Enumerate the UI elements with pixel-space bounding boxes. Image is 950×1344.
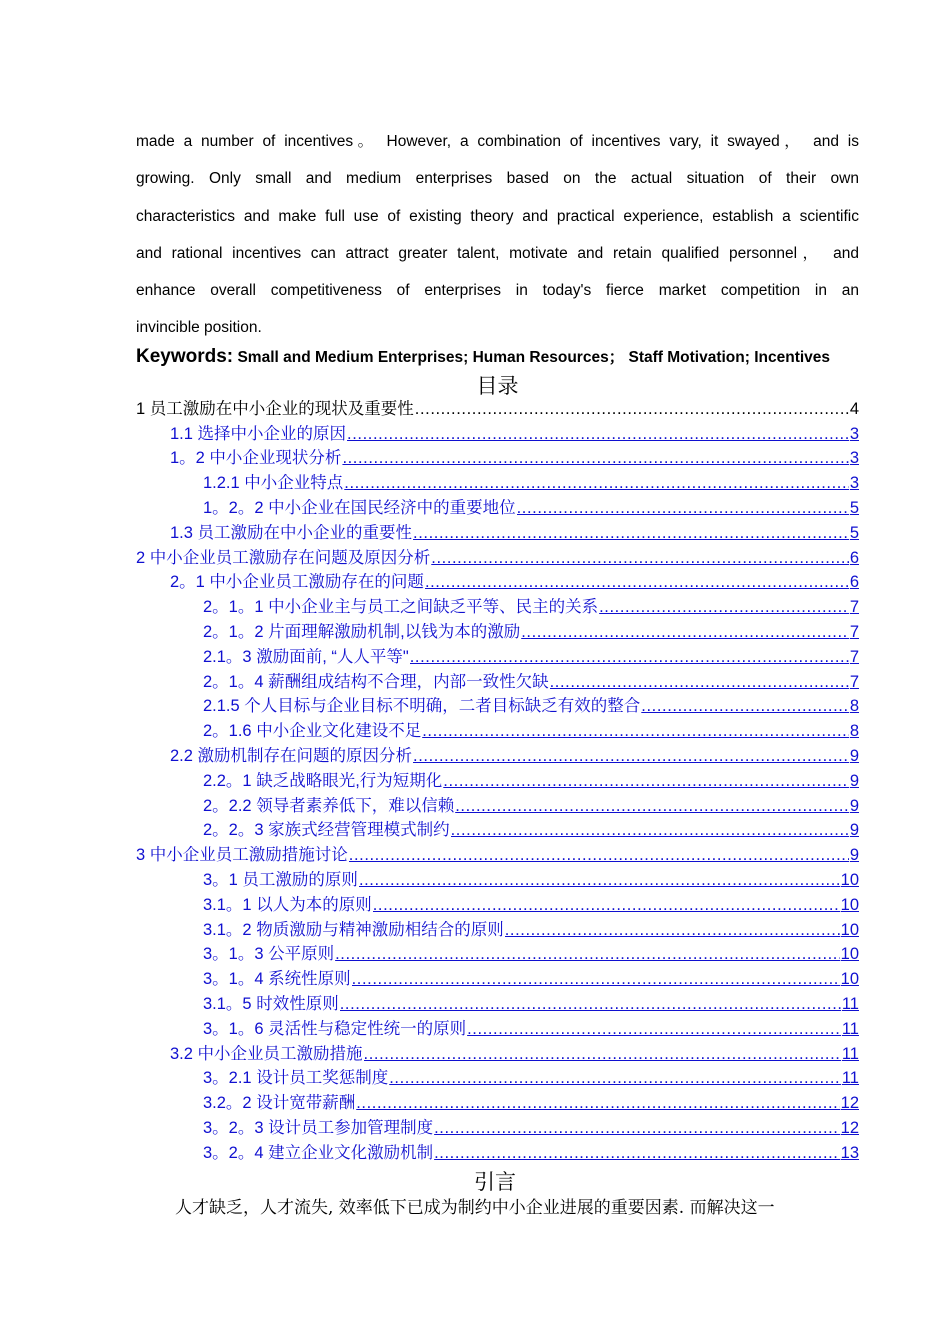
toc-leader-dots bbox=[352, 968, 840, 990]
toc-entry[interactable] bbox=[170, 445, 859, 470]
toc-leader-dots bbox=[340, 993, 841, 1015]
toc-entry[interactable] bbox=[203, 1089, 859, 1114]
toc-entry-label: 3.1。1 以人为本的原则 bbox=[203, 895, 372, 914]
toc-leader-dots bbox=[434, 1142, 840, 1164]
toc-leader-dots bbox=[422, 720, 849, 742]
intro-title: 引言 bbox=[474, 1171, 516, 1194]
abstract-line: characteristics and make full use of existing theory and practical experience, establish a scientific bbox=[136, 207, 859, 225]
toc-leader-dots bbox=[505, 919, 840, 941]
toc-leader-dots bbox=[413, 522, 849, 544]
toc-entry-label: 2。2.2 领导者素养低下，难以信赖 bbox=[203, 796, 455, 815]
toc-entry-label: 2。1。4 薪酬组成结构不合理，内部一致性欠缺 bbox=[203, 672, 549, 691]
toc-leader-dots bbox=[347, 423, 849, 445]
toc-entry-page: 7 bbox=[849, 672, 859, 691]
toc-entry[interactable] bbox=[136, 841, 859, 866]
toc-entry-label: 3。1。3 公平原则 bbox=[203, 945, 335, 964]
toc-leader-dots bbox=[364, 1043, 841, 1065]
toc-entry-page: 4 bbox=[849, 399, 859, 418]
toc-entry-page: 10 bbox=[840, 945, 859, 964]
toc-leader-dots bbox=[451, 819, 849, 841]
toc-entry-page: 6 bbox=[849, 548, 859, 567]
toc-leader-dots bbox=[443, 770, 849, 792]
toc-entry[interactable] bbox=[203, 693, 859, 718]
toc-entry[interactable] bbox=[203, 643, 859, 668]
toc-entry[interactable] bbox=[170, 742, 859, 767]
toc-entry-page: 10 bbox=[840, 970, 859, 989]
abstract-line: made a number of incentives。 However, a combination of incentives vary, it swayed， and is bbox=[136, 133, 859, 150]
toc-entry-label: 3.2 中小企业员工激励措施 bbox=[170, 1044, 363, 1063]
toc-entry-label: 2.1.5 个人目标与企业目标不明确，二者目标缺乏有效的整合 bbox=[203, 697, 641, 716]
toc-entry-label: 2。1。2 片面理解激励机制,以钱为本的激励 bbox=[203, 622, 521, 641]
keywords-text: Small and Medium Enterprises; Human Resources； Staff Motivation; Incentives bbox=[233, 349, 831, 366]
toc-entry-page: 12 bbox=[840, 1118, 859, 1137]
toc-entry bbox=[136, 395, 859, 420]
toc-entry-page: 3 bbox=[849, 424, 859, 443]
toc-leader-dots bbox=[550, 671, 849, 693]
toc-leader-dots bbox=[467, 1018, 841, 1040]
toc-entry-page: 11 bbox=[841, 1069, 859, 1088]
toc-entry-page: 11 bbox=[841, 994, 859, 1013]
toc-leader-dots bbox=[431, 547, 849, 569]
toc-leader-dots bbox=[410, 646, 849, 668]
toc-entry-label: 3.1。5 时效性原则 bbox=[203, 994, 339, 1013]
toc-leader-dots bbox=[349, 844, 849, 866]
toc-entry-label: 3。2。3 设计员工参加管理制度 bbox=[203, 1118, 434, 1137]
toc-entry[interactable] bbox=[203, 1065, 859, 1090]
toc-entry[interactable] bbox=[203, 941, 859, 966]
toc-entry-page: 7 bbox=[849, 622, 859, 641]
toc-entry-label: 1.3 员工激励在中小企业的重要性 bbox=[170, 523, 413, 542]
toc-entry-page: 13 bbox=[840, 1143, 859, 1162]
toc-entry[interactable] bbox=[203, 817, 859, 842]
toc-entry-label: 3。1。6 灵活性与稳定性统一的原则 bbox=[203, 1019, 467, 1038]
toc-entry[interactable] bbox=[203, 668, 859, 693]
toc-entry[interactable] bbox=[136, 544, 859, 569]
toc-entry[interactable] bbox=[203, 965, 859, 990]
abstract-line: and rational incentives can attract greater talent, motivate and retain qualified personnel， and bbox=[136, 244, 859, 262]
toc-leader-dots bbox=[455, 795, 849, 817]
toc-entry[interactable] bbox=[170, 569, 859, 594]
toc-entry[interactable] bbox=[203, 891, 859, 916]
toc-entry-label: 3。1。4 系统性原则 bbox=[203, 970, 351, 989]
toc-entry-label: 1.2.1 中小企业特点 bbox=[203, 474, 344, 493]
toc-leader-dots bbox=[517, 497, 849, 519]
toc-leader-dots bbox=[425, 571, 849, 593]
toc-leader-dots bbox=[335, 943, 840, 965]
toc-entry-label: 3。2。4 建立企业文化激励机制 bbox=[203, 1143, 434, 1162]
toc-entry-label: 1。2。2 中小企业在国民经济中的重要地位 bbox=[203, 498, 516, 517]
toc-entry-label: 2.1。3 激励面前, “人人平等" bbox=[203, 647, 409, 666]
toc-leader-dots bbox=[344, 472, 849, 494]
toc-entry-label: 2。1。1 中小企业主与员工之间缺乏平等、民主的关系 bbox=[203, 598, 599, 617]
toc-entry[interactable] bbox=[203, 1114, 859, 1139]
toc-entry[interactable] bbox=[203, 990, 859, 1015]
toc-entry[interactable] bbox=[203, 469, 859, 494]
toc-entry-page: 3 bbox=[849, 474, 859, 493]
toc-entry[interactable] bbox=[203, 618, 859, 643]
toc-entry-label: 3.2。2 设计宽带薪酬 bbox=[203, 1094, 356, 1113]
toc-leader-dots bbox=[413, 745, 849, 767]
toc-entry-page: 9 bbox=[849, 846, 859, 865]
toc-entry-label: 2.2 激励机制存在问题的原因分析 bbox=[170, 746, 413, 765]
abstract-body bbox=[136, 123, 859, 347]
keywords-line bbox=[136, 345, 830, 368]
toc-leader-dots bbox=[342, 447, 848, 469]
toc-entry[interactable] bbox=[203, 1015, 859, 1040]
toc-entry-label: 3。1 员工激励的原则 bbox=[203, 870, 358, 889]
toc-entry-page: 9 bbox=[849, 771, 859, 790]
toc-leader-dots bbox=[373, 894, 840, 916]
toc-entry[interactable] bbox=[170, 519, 859, 544]
toc-entry-label: 1 员工激励在中小企业的现状及重要性 bbox=[136, 399, 414, 418]
toc-entry[interactable] bbox=[203, 767, 859, 792]
toc-entry-page: 11 bbox=[841, 1044, 859, 1063]
toc-entry-label: 3.1。2 物质激励与精神激励相结合的原则 bbox=[203, 920, 504, 939]
toc-entry-label: 1.1 选择中小企业的原因 bbox=[170, 424, 347, 443]
toc-leader-dots bbox=[389, 1067, 841, 1089]
toc-entry[interactable] bbox=[203, 1139, 859, 1164]
toc-entry[interactable] bbox=[203, 717, 859, 742]
toc-entry-page: 6 bbox=[849, 573, 859, 592]
toc-entry[interactable] bbox=[170, 420, 859, 445]
toc-entry[interactable] bbox=[203, 494, 859, 519]
toc-entry-label: 2。1.6 中小企业文化建设不足 bbox=[203, 722, 422, 741]
toc-leader-dots bbox=[641, 695, 849, 717]
toc-entry-page: 12 bbox=[840, 1094, 859, 1113]
toc-entry-page: 5 bbox=[849, 523, 859, 542]
toc-entry-page: 8 bbox=[849, 697, 859, 716]
abstract-line: invincible position. bbox=[136, 319, 262, 337]
toc-leader-dots bbox=[599, 596, 849, 618]
toc-entry[interactable] bbox=[203, 593, 859, 618]
toc-entry[interactable] bbox=[170, 1040, 859, 1065]
toc-entry-page: 10 bbox=[840, 920, 859, 939]
toc-entry-page: 9 bbox=[849, 746, 859, 765]
toc-entry[interactable] bbox=[203, 792, 859, 817]
toc-entry-label: 3 中小企业员工激励措施讨论 bbox=[136, 846, 348, 865]
toc-entry-page: 5 bbox=[849, 498, 859, 517]
toc-entry-page: 10 bbox=[840, 870, 859, 889]
toc-entry-page: 11 bbox=[841, 1019, 859, 1038]
toc-leader-dots bbox=[359, 869, 840, 891]
toc-entry-label: 2。1 中小企业员工激励存在的问题 bbox=[170, 573, 424, 592]
abstract-line: enhance overall competitiveness of enterprises in today's fierce market competition in an bbox=[136, 282, 859, 300]
toc-title: 目录 bbox=[476, 375, 519, 398]
toc-entry-label: 3。2.1 设计员工奖惩制度 bbox=[203, 1069, 389, 1088]
toc-entry-page: 7 bbox=[849, 598, 859, 617]
keywords-label: Keywords: bbox=[136, 346, 234, 367]
toc-leader-dots bbox=[521, 621, 849, 643]
toc-entry-page: 9 bbox=[849, 821, 859, 840]
toc-entry-label: 2。2。3 家族式经营管理模式制约 bbox=[203, 821, 450, 840]
toc-entry-label: 2 中小企业员工激励存在问题及原因分析 bbox=[136, 548, 431, 567]
intro-paragraph: 人才缺乏，人才流失, 效率低下已成为制约中小企业进展的重要因素. 而解决这一 bbox=[175, 1198, 775, 1218]
toc-entry[interactable] bbox=[203, 866, 859, 891]
toc-entry-page: 10 bbox=[840, 895, 859, 914]
toc-leader-dots bbox=[434, 1117, 840, 1139]
toc-entry-page: 7 bbox=[849, 647, 859, 666]
toc-leader-dots bbox=[415, 398, 849, 420]
toc-entry-page: 3 bbox=[849, 449, 859, 468]
toc-entry[interactable] bbox=[203, 916, 859, 941]
abstract-line: growing. Only small and medium enterprises based on the actual situation of their own bbox=[136, 170, 859, 188]
toc-entry-label: 2.2。1 缺乏战略眼光,行为短期化 bbox=[203, 771, 443, 790]
toc-entry-label: 1。2 中小企业现状分析 bbox=[170, 449, 342, 468]
toc-entry-page: 9 bbox=[849, 796, 859, 815]
toc-leader-dots bbox=[356, 1092, 839, 1114]
toc-entry-page: 8 bbox=[849, 722, 859, 741]
